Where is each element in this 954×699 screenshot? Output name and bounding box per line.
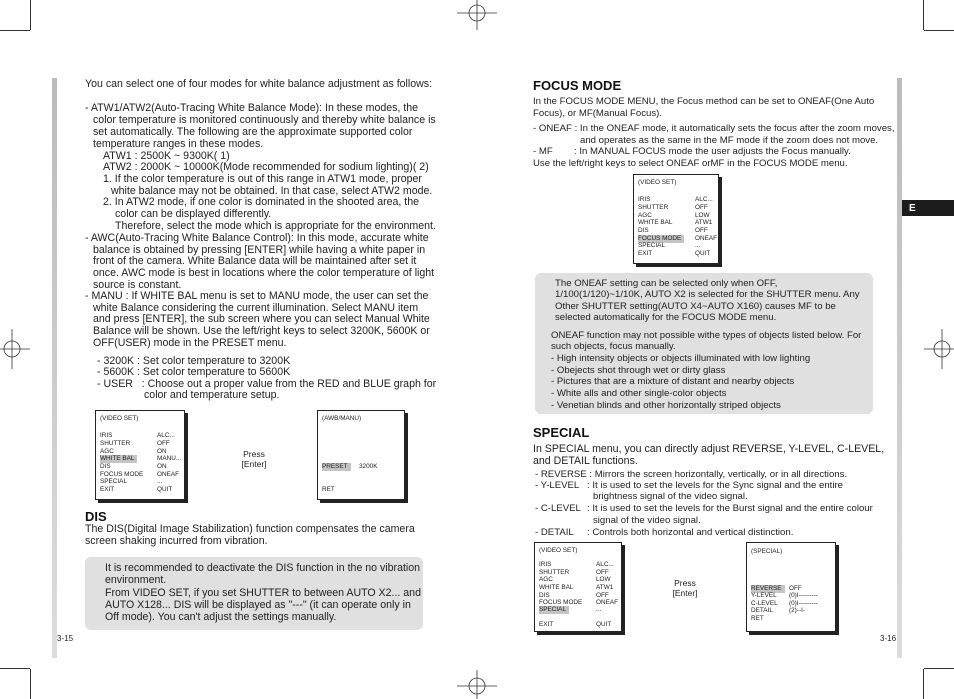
menu-key: EXIT (100, 486, 115, 493)
focus-text-line: Use the left/right keys to select ONEAF orMF in the FOCUS MODE menu. (533, 158, 848, 169)
special-text-line: : It is used to set the levels for the Sync signal and the entire (587, 480, 843, 491)
special-text-line: : Controls both horizontal and vertical distinction. (587, 527, 794, 538)
menu-row (100, 478, 182, 486)
menu-value: (0)I--------- (789, 600, 818, 607)
menu-title: (SPECIAL) (751, 548, 783, 555)
menu-key: AGC (638, 212, 652, 219)
focus-text-line: - MF : In MANUAL FOCUS mode the user adjusts the Focus manually. (533, 146, 851, 157)
dis-note-line: Off mode). You can't adjust the settings manually. (105, 611, 337, 623)
menu-value: ALC... (695, 196, 713, 203)
menu-key: C-LEVEL (751, 600, 778, 607)
atw-line: temperature ranges in these modes. (93, 138, 264, 150)
preset-line: - 3200K : Set color temperature to 3200K (97, 355, 291, 367)
menu-value: 3200K (359, 463, 378, 470)
enter-label: [Enter] (672, 588, 698, 598)
menu-key: FOCUS MODE (539, 599, 583, 606)
menu-key: SHUTTER (100, 440, 131, 447)
focus-mode-heading: FOCUS MODE (533, 78, 622, 93)
menu-key: FOCUS MODE (100, 471, 144, 478)
menu-value: ONEAF (157, 471, 180, 478)
focus-text-line: - ONEAF : In the ONEAF mode, it automatically sets the focus after the zoom moves, (533, 123, 895, 134)
menu-key: SPECIAL (638, 242, 665, 249)
awc-line: - AWC(Auto-Tracing White Balance Control): In this mode, accurate white (85, 232, 429, 244)
menu-row (322, 486, 402, 494)
dis-note-line: AUTO X128... DIS will be displayed as "---" (it can operate only in (105, 599, 411, 611)
menu-key: IRIS (100, 432, 113, 439)
menu-key: RET (751, 615, 764, 622)
oneaf-note-line: - Venetian blinds and other horizontally striped objects (551, 400, 781, 411)
menu-value: (2)--I- (789, 607, 805, 614)
osd-menu-video-set-special (534, 542, 622, 632)
menu-value: ATW1 (596, 584, 614, 591)
osd-menu-special (746, 542, 836, 632)
menu-value: ATW1 (695, 219, 713, 226)
menu-title: (VIDEO SET) (638, 179, 677, 186)
page-number-left: 3-15 (57, 634, 74, 643)
special-text-line: - C-LEVEL (535, 503, 581, 514)
menu-value: ONEAF (596, 599, 619, 606)
special-text-line: In SPECIAL menu, you can directly adjust REVERSE, Y-LEVEL, C-LEVEL, (533, 443, 885, 455)
atw-line: 1. If the color temperature is out of this range in ATW1 mode, proper (103, 173, 422, 185)
dis-heading: DIS (85, 509, 107, 524)
menu-key: IRIS (638, 196, 651, 203)
special-text-line: - DETAIL (535, 527, 574, 538)
atw-line: ATW1 : 2500K ~ 9300K( 1) (103, 150, 230, 162)
menu-row (539, 561, 619, 569)
oneaf-note-line: - Pictures that are a mixture of distant and nearby objects (551, 376, 795, 387)
menu-row-selected (539, 606, 619, 614)
menu-row (751, 592, 833, 600)
menu-row (638, 242, 716, 250)
menu-value: QUIT (596, 621, 612, 628)
menu-row (100, 432, 182, 440)
menu-row (100, 463, 182, 471)
press-enter-label-right (659, 578, 711, 598)
menu-key: EXIT (638, 250, 653, 257)
dis-note-line: From VIDEO SET, if you set SHUTTER to between AUTO X2... and (105, 587, 421, 599)
language-tab-e (902, 200, 954, 216)
menu-value: QUIT (157, 486, 173, 493)
menu-key: SHUTTER (539, 569, 570, 576)
preset-line: - 5600K : Set color temperature to 5600K (97, 366, 291, 378)
atw-line: color temperature is monitored continuously and thereby white balance is (93, 114, 436, 126)
manu-line: - MANU : If WHITE BAL menu is set to MANU mode, the user can set the (85, 290, 429, 302)
menu-row (539, 576, 619, 584)
awc-line: balance is obtained by pressing [ENTER] while having a white paper in (93, 244, 426, 256)
menu-row (539, 621, 619, 629)
focus-text-line: and operates as the same in the MF mode if the zoom does not move. (580, 135, 879, 146)
focus-text-line: In the FOCUS MODE MENU, the Focus method can be set to ONEAF(One Auto (533, 96, 875, 107)
menu-key: AGC (100, 448, 114, 455)
manu-line: OFF(USER) mode in the PRESET menu. (93, 337, 287, 349)
menu-key: RET (322, 486, 335, 493)
dis-note-line: It is recommended to deactivate the DIS function in the no vibration (105, 562, 421, 574)
menu-key: WHITE BAL (539, 584, 574, 591)
menu-row (638, 250, 716, 258)
menu-key: SPECIAL (539, 606, 569, 614)
atw-line: set automatically. The following are the approximate supported color (93, 126, 413, 138)
menu-key: REVERSE (751, 585, 785, 593)
atw-line: - ATW1/ATW2(Auto-Tracing White Balance Mode): In these modes, the (85, 102, 419, 114)
language-tab-label: E (909, 202, 916, 214)
menu-row (638, 196, 716, 204)
osd-menu-video-set-focus (633, 174, 719, 264)
menu-row-selected (322, 463, 402, 471)
menu-key: SPECIAL (100, 478, 127, 485)
special-text-line: - REVERSE : Mirrors the screen horizontally, vertically, or in all directions. (535, 469, 848, 480)
special-text-line: brightness signal of the video signal. (593, 491, 748, 502)
dis-text-line: The DIS(Digital Image Stabilization) function compensates the camera (85, 523, 415, 535)
atw-line: color can be displayed differently. (115, 208, 272, 220)
press-label: Press (674, 578, 696, 588)
registration-mark-top (455, 0, 499, 32)
dis-note-line: environment. (105, 574, 167, 586)
menu-value: QUIT (695, 250, 711, 257)
atw-line: ATW2 : 2000K ~ 10000K(Mode recommended for sodium lighting)( 2) (103, 161, 429, 173)
preset-line: color and temperature setup. (144, 389, 280, 401)
oneaf-note-line: The ONEAF setting can be selected only when OFF, (555, 278, 778, 289)
menu-value: OFF (157, 440, 170, 447)
menu-value: LOW (695, 212, 710, 219)
dis-text-line: screen shaking incurred from vibration. (85, 535, 268, 547)
special-text-line: - Y-LEVEL (535, 480, 580, 491)
menu-key: DETAIL (751, 607, 773, 614)
menu-key: EXIT (539, 621, 554, 628)
menu-key: DIS (638, 227, 649, 234)
menu-value: ALC... (157, 432, 175, 439)
menu-value: ON (157, 448, 167, 455)
menu-value: ALC... (596, 561, 614, 568)
menu-row (638, 219, 716, 227)
manu-line: white Balance considering the current illumination. Select MANU item (93, 302, 419, 314)
awc-line: once. AWC mode is best in locations where the color temperature of light (93, 267, 435, 279)
page-number-right: 3-16 (880, 634, 897, 643)
menu-key: WHITE BAL (100, 455, 137, 463)
atw-line: 2. In ATW2 mode, if one color is dominated in the shooted area, the (103, 196, 420, 208)
special-heading: SPECIAL (533, 425, 590, 440)
menu-value: OFF (695, 204, 708, 211)
focus-text-line: Focus), or MF(Manual Focus). (533, 108, 663, 119)
menu-row (751, 615, 833, 623)
special-text-line: : It is used to set the levels for the Burst signal and the entire colour (587, 503, 873, 514)
menu-value: ... (596, 606, 602, 613)
page-edge-left (52, 78, 57, 658)
menu-value: OFF (596, 592, 609, 599)
menu-value: ONEAF (695, 235, 718, 242)
menu-value: ... (157, 478, 163, 485)
menu-row (638, 204, 716, 212)
oneaf-note-line: - High intensity objects or objects illuminated with low lighting (551, 353, 811, 364)
menu-value: OFF (596, 569, 609, 576)
menu-key: PRESET (322, 463, 351, 471)
menu-row (539, 584, 619, 592)
manu-line: and press [ENTER], the sub screen where you can select Manual White (93, 313, 430, 325)
enter-label: [Enter] (241, 459, 267, 469)
menu-key: DIS (100, 463, 111, 470)
menu-value: (0)I--------- (789, 592, 818, 599)
osd-menu-awb-manu (317, 410, 405, 500)
menu-value: OFF (695, 227, 708, 234)
preset-line: - USER : Choose out a proper value from the RED and BLUE graph for (97, 378, 437, 390)
special-text-line: and DETAIL functions. (533, 455, 638, 467)
press-enter-label (228, 449, 280, 469)
registration-mark-bottom (455, 668, 499, 699)
menu-row (751, 607, 833, 615)
osd-menu-video-set (95, 410, 185, 500)
menu-row (638, 227, 716, 235)
registration-mark-left (0, 327, 32, 371)
oneaf-note-line: Other SHUTTER setting(AUTO X4~AUTO X160) causes MF to be (555, 301, 836, 312)
menu-value: ... (695, 242, 701, 249)
menu-value: LOW (596, 576, 611, 583)
left-intro: You can select one of four modes for white balance adjustment as follows: (85, 78, 433, 90)
oneaf-note-line: 1/100(1/120)~1/10K, AUTO X2 is selected for the SHUTTER menu. Any (555, 289, 860, 300)
awc-line: front of the camera. White Balance data will be maintained after set it (93, 255, 417, 267)
menu-row-selected (100, 455, 182, 463)
menu-value: ON (157, 463, 167, 470)
special-text-line: signal of the video signal. (593, 515, 701, 526)
menu-row (100, 486, 182, 494)
menu-key: Y-LEVEL (751, 592, 777, 599)
page-edge-right (897, 78, 902, 658)
menu-key: WHITE BAL (638, 219, 673, 226)
awc-line: source is constant. (93, 279, 182, 291)
oneaf-note-line: - White alls and other single-color objects (551, 388, 727, 399)
menu-title: (VIDEO SET) (100, 415, 139, 422)
menu-row (100, 440, 182, 448)
atw-line: Therefore, select the mode which is appropriate for the environment. (115, 220, 436, 232)
menu-key: AGC (539, 576, 553, 583)
menu-key: SHUTTER (638, 204, 669, 211)
menu-key: FOCUS MODE (638, 235, 684, 243)
menu-value: MANU... (157, 455, 182, 462)
atw-line: white balance may not be obtained. In that case, select ATW2 mode. (111, 185, 433, 197)
oneaf-note-line: selected automatically for the FOCUS MODE menu. (555, 312, 777, 323)
oneaf-note-line: - Obejects shot through wet or dirty glass (551, 365, 726, 376)
press-label: Press (243, 449, 265, 459)
registration-mark-right (922, 327, 954, 371)
menu-title: (AWB/MANU) (322, 415, 362, 422)
menu-key: IRIS (539, 561, 552, 568)
oneaf-note-line: such objects, focus manually. (551, 341, 676, 352)
menu-title: (VIDEO SET) (539, 547, 578, 554)
manu-line: Balance will be shown. Use the left/right keys to select 3200K, 5600K or (93, 325, 430, 337)
menu-value: OFF (789, 585, 802, 592)
oneaf-note-line: ONEAF function may not possible withe types of objects listed below. For (551, 330, 862, 341)
menu-key: DIS (539, 592, 550, 599)
